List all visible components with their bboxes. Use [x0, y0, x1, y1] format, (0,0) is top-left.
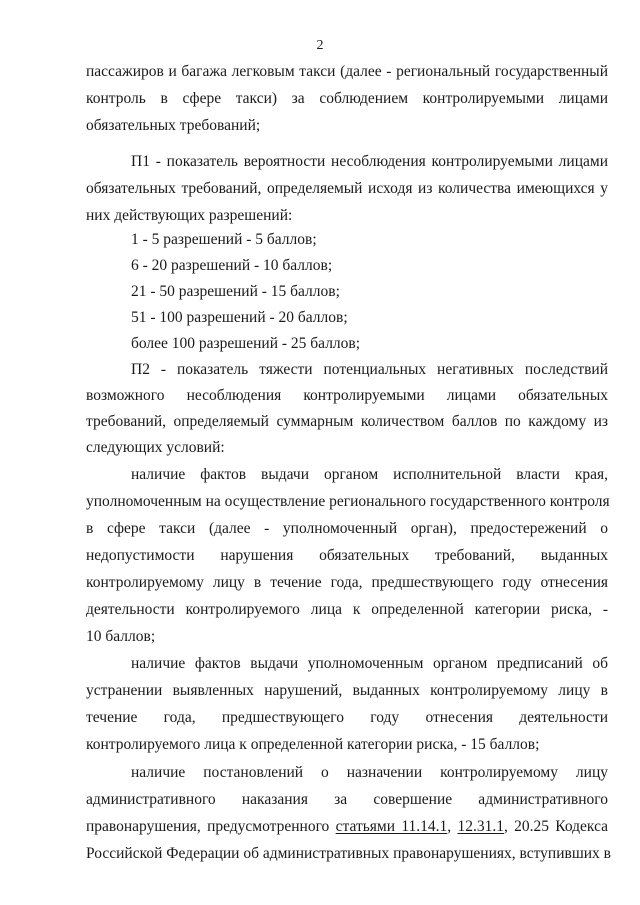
text-line: деятельности контролируемого лица к определенной категории риска, - [86, 601, 608, 618]
text-line: 6 - 20 разрешений - 10 баллов; [131, 257, 333, 274]
statute-link[interactable]: статьями 11.14.1 [335, 818, 448, 835]
text-line: более 100 разрешений - 25 баллов; [131, 335, 361, 352]
text-line: контролируемому лицу в течение года, предшествующего году отнесения [86, 574, 608, 591]
text-line: уполномоченным на осуществление регионального государственного контроля [86, 493, 610, 510]
text-line: обязательных требований; [86, 117, 261, 134]
text-line: контролируемого лица к определенной категории риска, - 15 баллов; [86, 736, 540, 753]
statute-link[interactable]: 12.31.1 [457, 818, 504, 835]
text-line: устранении выявленных нарушений, выданных контролируемому лицу в [86, 682, 608, 699]
text-line: обязательных требований, определяемый исходя из количества имеющихся у [86, 180, 608, 197]
text-line: 10 баллов; [86, 628, 156, 645]
text-line: наличие фактов выдачи органом исполнительной власти края, [131, 466, 608, 483]
text-line: П2 - показатель тяжести потенциальных негативных последствий [131, 361, 608, 378]
text-line: следующих условий: [86, 439, 225, 456]
text-line: недопустимости нарушения обязательных требований, выданных [86, 547, 608, 564]
text-line: Российской Федерации об административных правонарушениях, вступивших в [86, 845, 612, 862]
text-line: 51 - 100 разрешений - 20 баллов; [131, 309, 348, 326]
text-line: в сфере такси (далее - уполномоченный орган), предостережений о [86, 520, 608, 537]
text-line: требований, определяемый суммарным количеством баллов по каждому из [86, 413, 608, 430]
text-line: них действующих разрешений: [86, 207, 293, 224]
text-line: возможного несоблюдения контролируемыми лицами обязательных [86, 387, 608, 404]
text-line: 1 - 5 разрешений - 5 баллов; [131, 231, 317, 248]
text-line: административного наказания за совершение административного [86, 791, 608, 808]
text-line: контроль в сфере такси) за соблюдением контролируемыми лицами [86, 90, 608, 107]
text-line: наличие фактов выдачи уполномоченным органом предписаний об [131, 655, 608, 672]
page-number: 2 [316, 38, 324, 53]
text-line: П1 - показатель вероятности несоблюдения контролируемыми лицами [131, 153, 608, 170]
text-line: течение года, предшествующего году отнесения деятельности [86, 709, 608, 726]
text-line: 21 - 50 разрешений - 15 баллов; [131, 283, 340, 300]
text-line: наличие постановлений о назначении контролируемому лицу [131, 764, 608, 781]
text-line: пассажиров и багажа легковым такси (далее - региональный государственный [86, 63, 608, 80]
text-line: правонарушения, предусмотренного статьями 11.14.1, 12.31.1, 20.25 Кодекса [86, 818, 609, 835]
